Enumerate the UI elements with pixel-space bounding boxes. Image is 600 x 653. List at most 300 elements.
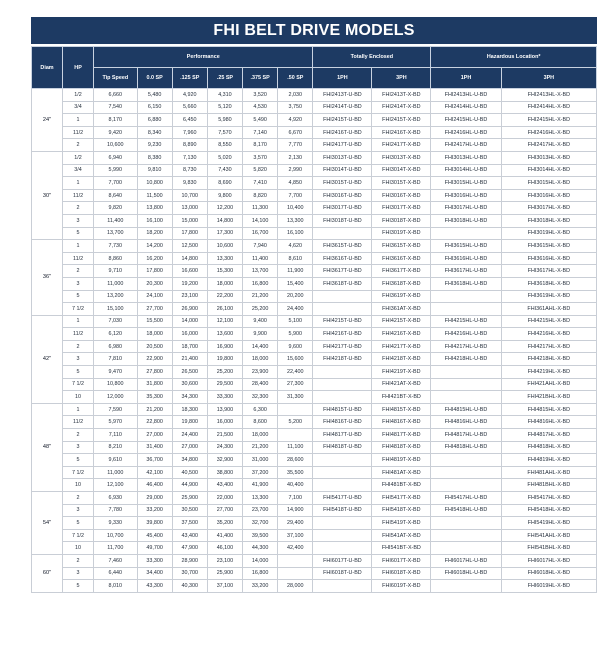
table-cell: 7,110	[94, 429, 137, 442]
table-cell: 41,400	[207, 529, 242, 542]
table-cell: 37,200	[243, 466, 278, 479]
table-cell: 11,000	[94, 277, 137, 290]
table-cell: 16,100	[137, 214, 172, 227]
table-cell: 23,100	[207, 554, 242, 567]
table-cell: FHI3615T-U-BD	[313, 240, 372, 253]
table-cell: FHI4218HL-X-BD	[501, 353, 596, 366]
table-cell: 13,000	[172, 202, 207, 215]
table-cell	[431, 227, 501, 240]
table-cell: 7,590	[94, 403, 137, 416]
table-cell	[431, 542, 501, 555]
table-cell: 19,800	[172, 416, 207, 429]
table-cell: 6,930	[94, 492, 137, 505]
table-cell: 9,400	[243, 315, 278, 328]
table-cell: 49,700	[137, 542, 172, 555]
table-row	[32, 265, 597, 278]
table-cell: FHI4219T-X-BD	[372, 366, 431, 379]
table-cell: 12,100	[207, 315, 242, 328]
table-cell: FHI5417T-X-BD	[372, 492, 431, 505]
table-row	[32, 139, 597, 152]
table-cell: 21,400	[172, 353, 207, 366]
table-cell: 7,570	[207, 126, 242, 139]
table-cell: 11/2	[63, 126, 94, 139]
table-cell: 9,230	[137, 139, 172, 152]
table-cell	[313, 542, 372, 555]
table-cell: 34,400	[137, 567, 172, 580]
table-cell: 10,600	[94, 139, 137, 152]
table-cell: 7,960	[172, 126, 207, 139]
table-row	[32, 567, 597, 580]
table-cell: 7 1/2	[63, 466, 94, 479]
table-cell: 8,860	[94, 252, 137, 265]
table-cell: 11/2	[63, 416, 94, 429]
table-cell: FHI481BT-X-BD	[372, 479, 431, 492]
table-cell: 7,780	[94, 504, 137, 517]
table-cell: FHI4816HL-X-BD	[501, 416, 596, 429]
table-cell: 1/2	[63, 151, 94, 164]
table-cell: 3	[63, 353, 94, 366]
table-cell: FHI4819T-X-BD	[372, 454, 431, 467]
table-cell: FHI4817HL-X-BD	[501, 429, 596, 442]
table-cell: 9,820	[94, 202, 137, 215]
table-cell: FHI3016HL-X-BD	[501, 189, 596, 202]
table-cell: 8,610	[278, 252, 313, 265]
table-row	[32, 290, 597, 303]
table-cell: 16,700	[243, 227, 278, 240]
table-cell: 5,020	[207, 151, 242, 164]
table-cell: FHI4815HL-X-BD	[501, 403, 596, 416]
table-cell: 14,000	[172, 315, 207, 328]
table-cell: FHI3018HL-X-BD	[501, 214, 596, 227]
table-cell: FHI3013HL-U-BD	[431, 151, 501, 164]
table-cell: 5,980	[207, 114, 242, 127]
table-cell: FHI4817T-U-BD	[313, 429, 372, 442]
table-cell: FHI2416HL-X-BD	[501, 126, 596, 139]
table-cell: 7,130	[172, 151, 207, 164]
table-cell: FHI3015T-U-BD	[313, 177, 372, 190]
table-cell: 36,700	[137, 454, 172, 467]
table-cell: FHI6018T-X-BD	[372, 567, 431, 580]
table-cell: 31,400	[137, 441, 172, 454]
table-cell: FHI2414T-U-BD	[313, 101, 372, 114]
table-cell: FHI2414HL-U-BD	[431, 101, 501, 114]
table-cell: FHI2414T-X-BD	[372, 101, 431, 114]
table-cell: 5	[63, 580, 94, 593]
table-cell: 33,200	[137, 504, 172, 517]
table-cell: 25,200	[243, 303, 278, 316]
table-cell: 5,120	[207, 101, 242, 114]
table-cell: 8,380	[137, 151, 172, 164]
table-cell: 10,400	[278, 202, 313, 215]
header-te-3ph: 3PH	[372, 68, 431, 89]
table-cell: 22,800	[137, 416, 172, 429]
table-cell: 16,800	[243, 277, 278, 290]
table-cell: 17,800	[172, 227, 207, 240]
table-cell: 9,600	[278, 340, 313, 353]
table-cell: 1	[63, 177, 94, 190]
table-cell: 28,000	[278, 580, 313, 593]
table-cell: FHI3619T-X-BD	[372, 290, 431, 303]
table-cell: 11,400	[243, 252, 278, 265]
table-row	[32, 177, 597, 190]
table-cell: 6,660	[94, 89, 137, 102]
table-cell: 2,030	[278, 89, 313, 102]
table-cell: 9,710	[94, 265, 137, 278]
table-row	[32, 466, 597, 479]
table-cell: 17,300	[207, 227, 242, 240]
table-cell: 4,620	[278, 240, 313, 253]
table-cell: FHI421AT-X-BD	[372, 378, 431, 391]
table-cell	[278, 403, 313, 416]
table-cell	[431, 517, 501, 530]
table-cell: 44,900	[172, 479, 207, 492]
table-cell: 18,300	[172, 403, 207, 416]
header-hazardous-location: Hazardous Location*	[431, 47, 597, 68]
table-cell: FHI3617T-U-BD	[313, 265, 372, 278]
table-cell: FHI3017T-U-BD	[313, 202, 372, 215]
table-cell	[313, 290, 372, 303]
table-cell: 26,100	[207, 303, 242, 316]
table-cell: 20,200	[278, 290, 313, 303]
table-cell: 27,000	[172, 441, 207, 454]
table-cell: 5,900	[278, 328, 313, 341]
table-cell: FHI3617HL-X-BD	[501, 265, 596, 278]
table-cell: 11,300	[243, 202, 278, 215]
table-cell: 7,770	[278, 139, 313, 152]
table-cell	[313, 366, 372, 379]
table-cell: FHI6018HL-U-BD	[431, 567, 501, 580]
table-row	[32, 227, 597, 240]
table-cell: 12,500	[172, 240, 207, 253]
table-cell: 24,100	[137, 290, 172, 303]
table-row	[32, 580, 597, 593]
table-cell: 22,400	[278, 366, 313, 379]
table-cell: FHI3014T-U-BD	[313, 164, 372, 177]
table-row	[32, 429, 597, 442]
table-cell: 29,000	[137, 492, 172, 505]
table-cell: 8,550	[207, 139, 242, 152]
table-cell: 7,730	[94, 240, 137, 253]
table-cell: 11,700	[94, 542, 137, 555]
table-cell: 5,660	[172, 101, 207, 114]
table-cell: 25,900	[207, 567, 242, 580]
table-row	[32, 416, 597, 429]
table-row	[32, 164, 597, 177]
table-cell: 26,500	[172, 366, 207, 379]
table-cell: 16,000	[172, 328, 207, 341]
table-cell: 3	[63, 504, 94, 517]
table-cell: 37,500	[172, 517, 207, 530]
table-cell: FHI3017HL-U-BD	[431, 202, 501, 215]
table-cell: 22,000	[207, 492, 242, 505]
belt-drive-models-table	[31, 46, 597, 593]
diam-cell: 36"	[32, 240, 63, 316]
table-cell: FHI3014HL-U-BD	[431, 164, 501, 177]
table-cell: 11,100	[278, 441, 313, 454]
table-row	[32, 303, 597, 316]
table-cell: 13,300	[243, 492, 278, 505]
table-cell: FHI4818T-X-BD	[372, 441, 431, 454]
table-row	[32, 479, 597, 492]
table-cell: 6,150	[137, 101, 172, 114]
table-cell: FHI4816T-X-BD	[372, 416, 431, 429]
table-cell: 11/2	[63, 252, 94, 265]
table-cell: 10,700	[94, 529, 137, 542]
table-cell: FHI5419T-X-BD	[372, 517, 431, 530]
table-cell: 31,800	[137, 378, 172, 391]
table-cell: FHI3615T-X-BD	[372, 240, 431, 253]
table-cell: FHI3618T-U-BD	[313, 277, 372, 290]
table-cell: FHI6019HL-X-BD	[501, 580, 596, 593]
table-cell: 9,610	[94, 454, 137, 467]
table-row	[32, 504, 597, 517]
table-cell: 30,700	[172, 567, 207, 580]
table-cell: FHI3019HL-X-BD	[501, 227, 596, 240]
table-cell: 13,200	[94, 290, 137, 303]
table-cell: FHI2415T-U-BD	[313, 114, 372, 127]
table-cell: FHI2413HL-X-BD	[501, 89, 596, 102]
table-cell: FHI4215HL-X-BD	[501, 315, 596, 328]
table-cell: FHI3018T-X-BD	[372, 214, 431, 227]
table-cell: 15,100	[94, 303, 137, 316]
table-cell: FHI4816HL-U-BD	[431, 416, 501, 429]
table-cell: 7,700	[94, 177, 137, 190]
table-cell: FHI4816T-U-BD	[313, 416, 372, 429]
table-row	[32, 101, 597, 114]
table-cell: FHI5418HL-U-BD	[431, 504, 501, 517]
table-cell: FHI4815T-U-BD	[313, 403, 372, 416]
table-cell: 11,400	[94, 214, 137, 227]
table-cell: 5,200	[278, 416, 313, 429]
table-cell: 2	[63, 429, 94, 442]
table-cell: 47,900	[172, 542, 207, 555]
table-cell: 13,300	[207, 252, 242, 265]
table-row	[32, 529, 597, 542]
table-cell: FHI361AT-X-BD	[372, 303, 431, 316]
header-sp-375: .375 SP	[243, 68, 278, 89]
table-cell: 31,300	[278, 391, 313, 404]
table-cell: 15,000	[172, 214, 207, 227]
table-cell: FHI2415HL-U-BD	[431, 114, 501, 127]
table-cell: FHI4215HL-U-BD	[431, 315, 501, 328]
table-cell: 14,400	[243, 340, 278, 353]
table-cell: 3,520	[243, 89, 278, 102]
table-cell: FHI541AT-X-BD	[372, 529, 431, 542]
table-cell: 24,300	[207, 441, 242, 454]
table-cell: 41,900	[243, 479, 278, 492]
header-sp-25: .25 SP	[207, 68, 242, 89]
table-cell: FHI3017HL-X-BD	[501, 202, 596, 215]
table-cell: 7 1/2	[63, 303, 94, 316]
diam-cell: 60"	[32, 554, 63, 592]
table-cell: FHI3016HL-U-BD	[431, 189, 501, 202]
table-cell: FHI3617T-X-BD	[372, 265, 431, 278]
table-cell: FHI4818T-U-BD	[313, 441, 372, 454]
table-cell: FHI2413T-U-BD	[313, 89, 372, 102]
table-cell: 30,500	[172, 504, 207, 517]
table-cell: FHI3619HL-X-BD	[501, 290, 596, 303]
table-cell: FHI481BHL-X-BD	[501, 479, 596, 492]
table-cell: FHI6019T-X-BD	[372, 580, 431, 593]
table-cell: FHI4815HL-U-BD	[431, 403, 501, 416]
table-cell: 20,300	[137, 277, 172, 290]
table-row	[32, 252, 597, 265]
table-cell: 27,700	[137, 303, 172, 316]
table-cell: 8,690	[207, 177, 242, 190]
table-cell: FHI3016T-X-BD	[372, 189, 431, 202]
table-cell: 7,700	[278, 189, 313, 202]
table-row	[32, 126, 597, 139]
table-cell: FHI2417T-X-BD	[372, 139, 431, 152]
table-cell: FHI3015T-X-BD	[372, 177, 431, 190]
table-row	[32, 202, 597, 215]
table-cell: FHI3013HL-X-BD	[501, 151, 596, 164]
table-cell: 18,700	[172, 340, 207, 353]
table-cell: 39,500	[243, 529, 278, 542]
table-cell: FHI3618HL-X-BD	[501, 277, 596, 290]
table-cell: FHI2416T-X-BD	[372, 126, 431, 139]
table-cell: 46,400	[137, 479, 172, 492]
table-cell: 5,480	[137, 89, 172, 102]
table-cell: 14,100	[243, 214, 278, 227]
table-cell: 19,200	[172, 277, 207, 290]
table-cell	[313, 580, 372, 593]
table-cell: FHI5419HL-X-BD	[501, 517, 596, 530]
table-cell: FHI5418T-U-BD	[313, 504, 372, 517]
table-cell: FHI361AHL-X-BD	[501, 303, 596, 316]
table-cell: FHI541BHL-X-BD	[501, 542, 596, 555]
table-cell: 11/2	[63, 189, 94, 202]
table-cell: 28,900	[172, 554, 207, 567]
table-cell: 4,920	[278, 114, 313, 127]
table-cell: FHI3618T-X-BD	[372, 277, 431, 290]
table-cell: 7,810	[94, 353, 137, 366]
table-cell: 21,200	[243, 290, 278, 303]
table-cell: 11/2	[63, 328, 94, 341]
table-row	[32, 189, 597, 202]
table-cell: 6,670	[278, 126, 313, 139]
table-row	[32, 214, 597, 227]
table-cell: 16,900	[207, 340, 242, 353]
table-cell: 3/4	[63, 164, 94, 177]
table-cell: 8,340	[137, 126, 172, 139]
table-cell: 25,900	[172, 492, 207, 505]
table-cell	[278, 567, 313, 580]
table-cell: 7 1/2	[63, 378, 94, 391]
table-cell: 16,600	[172, 265, 207, 278]
table-cell: 27,300	[278, 378, 313, 391]
table-cell: 8,820	[243, 189, 278, 202]
table-cell: 1	[63, 403, 94, 416]
table-cell: 2	[63, 202, 94, 215]
table-cell: FHI4818HL-U-BD	[431, 441, 501, 454]
table-cell: 11,900	[278, 265, 313, 278]
table-cell: 7,940	[243, 240, 278, 253]
table-cell: FHI3013T-U-BD	[313, 151, 372, 164]
table-cell: FHI3615HL-X-BD	[501, 240, 596, 253]
table-cell: 31,000	[243, 454, 278, 467]
table-cell: 37,100	[207, 580, 242, 593]
table-cell: 4,310	[207, 89, 242, 102]
table-row	[32, 378, 597, 391]
table-cell: 33,300	[207, 391, 242, 404]
table-cell: FHI4217HL-X-BD	[501, 340, 596, 353]
table-row	[32, 240, 597, 253]
table-cell: 18,000	[137, 328, 172, 341]
table-cell: 4,920	[172, 89, 207, 102]
table-cell: 20,500	[137, 340, 172, 353]
table-cell: 6,300	[243, 403, 278, 416]
table-cell: FHI3019T-X-BD	[372, 227, 431, 240]
table-cell: 46,100	[207, 542, 242, 555]
table-cell: 32,700	[243, 517, 278, 530]
table-cell: 22,900	[137, 353, 172, 366]
table-cell: 32,300	[243, 391, 278, 404]
table-cell: 43,300	[137, 580, 172, 593]
table-cell: 15,500	[137, 315, 172, 328]
table-cell: FHI2415T-X-BD	[372, 114, 431, 127]
table-cell: FHI481AT-X-BD	[372, 466, 431, 479]
table-cell: 9,420	[94, 126, 137, 139]
table-cell: FHI4217T-U-BD	[313, 340, 372, 353]
table-cell: 1/2	[63, 89, 94, 102]
table-cell: 2	[63, 340, 94, 353]
table-cell: FHI2417T-U-BD	[313, 139, 372, 152]
table-cell: 15,400	[278, 277, 313, 290]
table-cell: 10,800	[94, 378, 137, 391]
table-cell: 5	[63, 366, 94, 379]
table-cell: 29,500	[207, 378, 242, 391]
table-cell: 13,700	[94, 227, 137, 240]
table-cell: 5	[63, 227, 94, 240]
table-cell: 3	[63, 567, 94, 580]
table-cell: FHI4217T-X-BD	[372, 340, 431, 353]
diam-cell: 30"	[32, 151, 63, 239]
table-cell: 10,800	[137, 177, 172, 190]
table-row	[32, 517, 597, 530]
table-cell: FHI4815T-X-BD	[372, 403, 431, 416]
table-cell: FHI3016T-U-BD	[313, 189, 372, 202]
table-cell: 5	[63, 454, 94, 467]
table-cell: 7,140	[243, 126, 278, 139]
header-hl-3ph: 3PH	[501, 68, 596, 89]
table-cell: 24,400	[172, 429, 207, 442]
table-cell: FHI3616T-X-BD	[372, 252, 431, 265]
table-cell: 7,540	[94, 101, 137, 114]
table-cell: 5,990	[94, 164, 137, 177]
table-cell: 10	[63, 542, 94, 555]
table-cell: FHI2416T-U-BD	[313, 126, 372, 139]
table-cell: 18,000	[207, 277, 242, 290]
header-sp-50: .50 SP	[278, 68, 313, 89]
table-cell: 19,800	[207, 353, 242, 366]
table-cell	[313, 454, 372, 467]
table-cell: 3	[63, 214, 94, 227]
table-cell: 14,800	[172, 252, 207, 265]
table-cell: 4,530	[243, 101, 278, 114]
table-cell: FHI3616HL-X-BD	[501, 252, 596, 265]
table-cell: 3	[63, 441, 94, 454]
table-cell: 9,800	[207, 189, 242, 202]
table-cell: 8,640	[94, 189, 137, 202]
table-cell: FHI3014HL-X-BD	[501, 164, 596, 177]
table-row	[32, 391, 597, 404]
table-cell: 8,210	[94, 441, 137, 454]
table-cell: FHI4817HL-U-BD	[431, 429, 501, 442]
header-tip-speed: Tip Speed	[94, 68, 137, 89]
table-cell: FHI4817T-X-BD	[372, 429, 431, 442]
table-cell: FHI5417HL-X-BD	[501, 492, 596, 505]
